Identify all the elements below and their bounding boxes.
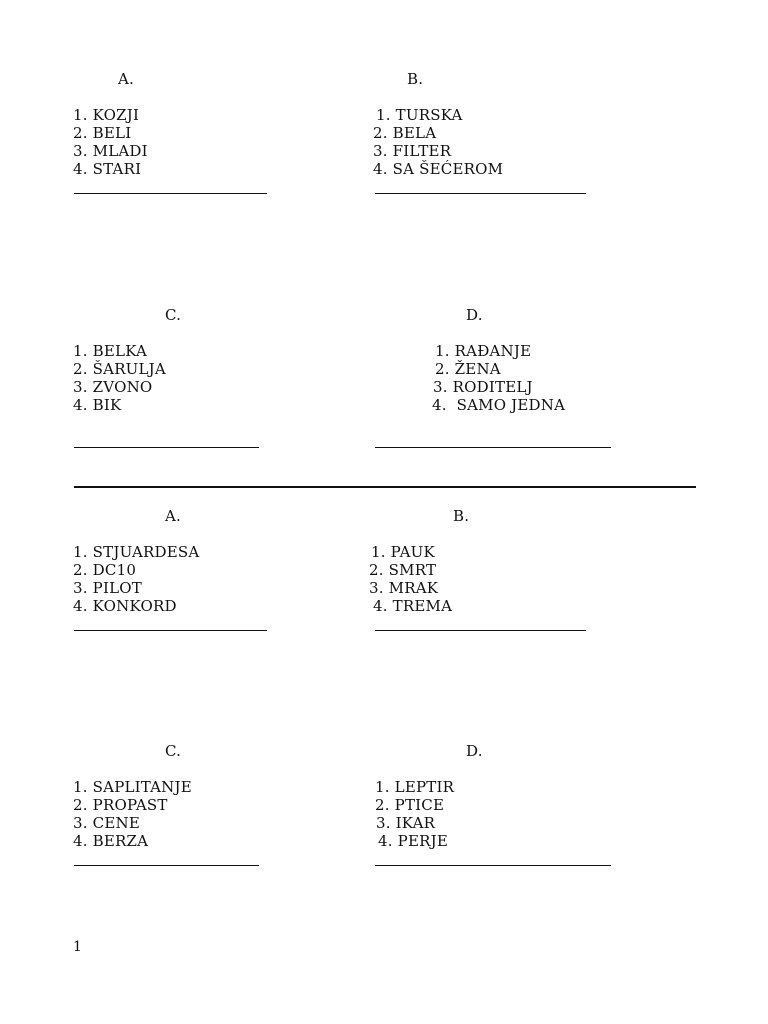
clue-item: 2. DC10	[73, 561, 137, 579]
answer-line	[74, 865, 259, 866]
heading: A.	[165, 507, 182, 525]
heading: C.	[165, 306, 182, 324]
clue-item: 3. MRAK	[369, 579, 439, 597]
answer-line	[74, 193, 267, 194]
clue-item: 1. PAUK	[371, 543, 435, 561]
clue-item: 2. PROPAST	[73, 796, 168, 814]
clue-item: 2. BELI	[73, 124, 132, 142]
clue-list	[73, 778, 192, 850]
clue-item: 1. SAPLITANJE	[73, 778, 192, 796]
clue-item: 3. ZVONO	[73, 378, 153, 396]
clue-item: 3. CENE	[73, 814, 140, 832]
clue-item: 1. KOZJI	[73, 106, 140, 124]
clue-item: 2. PTICE	[375, 796, 445, 814]
clue-item: 2. BELA	[373, 124, 437, 142]
clue-item: 1. STJUARDESA	[73, 543, 200, 561]
clue-item: 1. RAĐANJE	[435, 342, 532, 360]
clue-item: 4. BERZA	[73, 832, 149, 850]
clue-item: 4. SAMO JEDNA	[432, 396, 566, 414]
answer-line	[375, 865, 611, 866]
clue-item: 3. MLADI	[73, 142, 148, 160]
clue-item: 3. PILOT	[73, 579, 142, 597]
clue-item: 1. LEPTIR	[375, 778, 455, 796]
clue-item: 1. TURSKA	[376, 106, 463, 124]
heading: B.	[407, 70, 424, 88]
clue-list	[73, 342, 166, 414]
page-number: 1	[73, 939, 83, 955]
clue-list	[73, 106, 148, 178]
heading: B.	[453, 507, 470, 525]
clue-item: 2. ŠARULJA	[73, 360, 166, 378]
clue-item: 2. ŽENA	[435, 360, 501, 378]
clue-item: 4. KONKORD	[73, 597, 177, 615]
clue-list	[432, 342, 565, 414]
heading: D.	[466, 306, 483, 324]
clue-item: 4. PERJE	[378, 832, 448, 850]
clue-item: 4. TREMA	[373, 597, 453, 615]
clue-item: 3. FILTER	[373, 142, 452, 160]
answer-line	[74, 630, 267, 631]
answer-line	[375, 193, 586, 194]
answer-line	[74, 447, 259, 448]
clue-item: 1. BELKA	[73, 342, 148, 360]
clue-item: 4. SA ŠEĆEROM	[373, 160, 504, 178]
heading: A.	[118, 70, 135, 88]
clue-item: 3. IKAR	[376, 814, 436, 832]
clue-list	[73, 543, 199, 615]
clue-list	[369, 543, 452, 615]
clue-item: 4. BIK	[73, 396, 122, 414]
heading: C.	[165, 742, 182, 760]
clue-item: 3. RODITELJ	[433, 378, 533, 396]
clue-list	[373, 106, 503, 178]
clue-list	[375, 778, 454, 850]
answer-line	[375, 447, 611, 448]
heading: D.	[466, 742, 483, 760]
section-separator	[74, 486, 696, 488]
clue-item: 2. SMRT	[369, 561, 437, 579]
clue-item: 4. STARI	[73, 160, 142, 178]
answer-line	[375, 630, 586, 631]
